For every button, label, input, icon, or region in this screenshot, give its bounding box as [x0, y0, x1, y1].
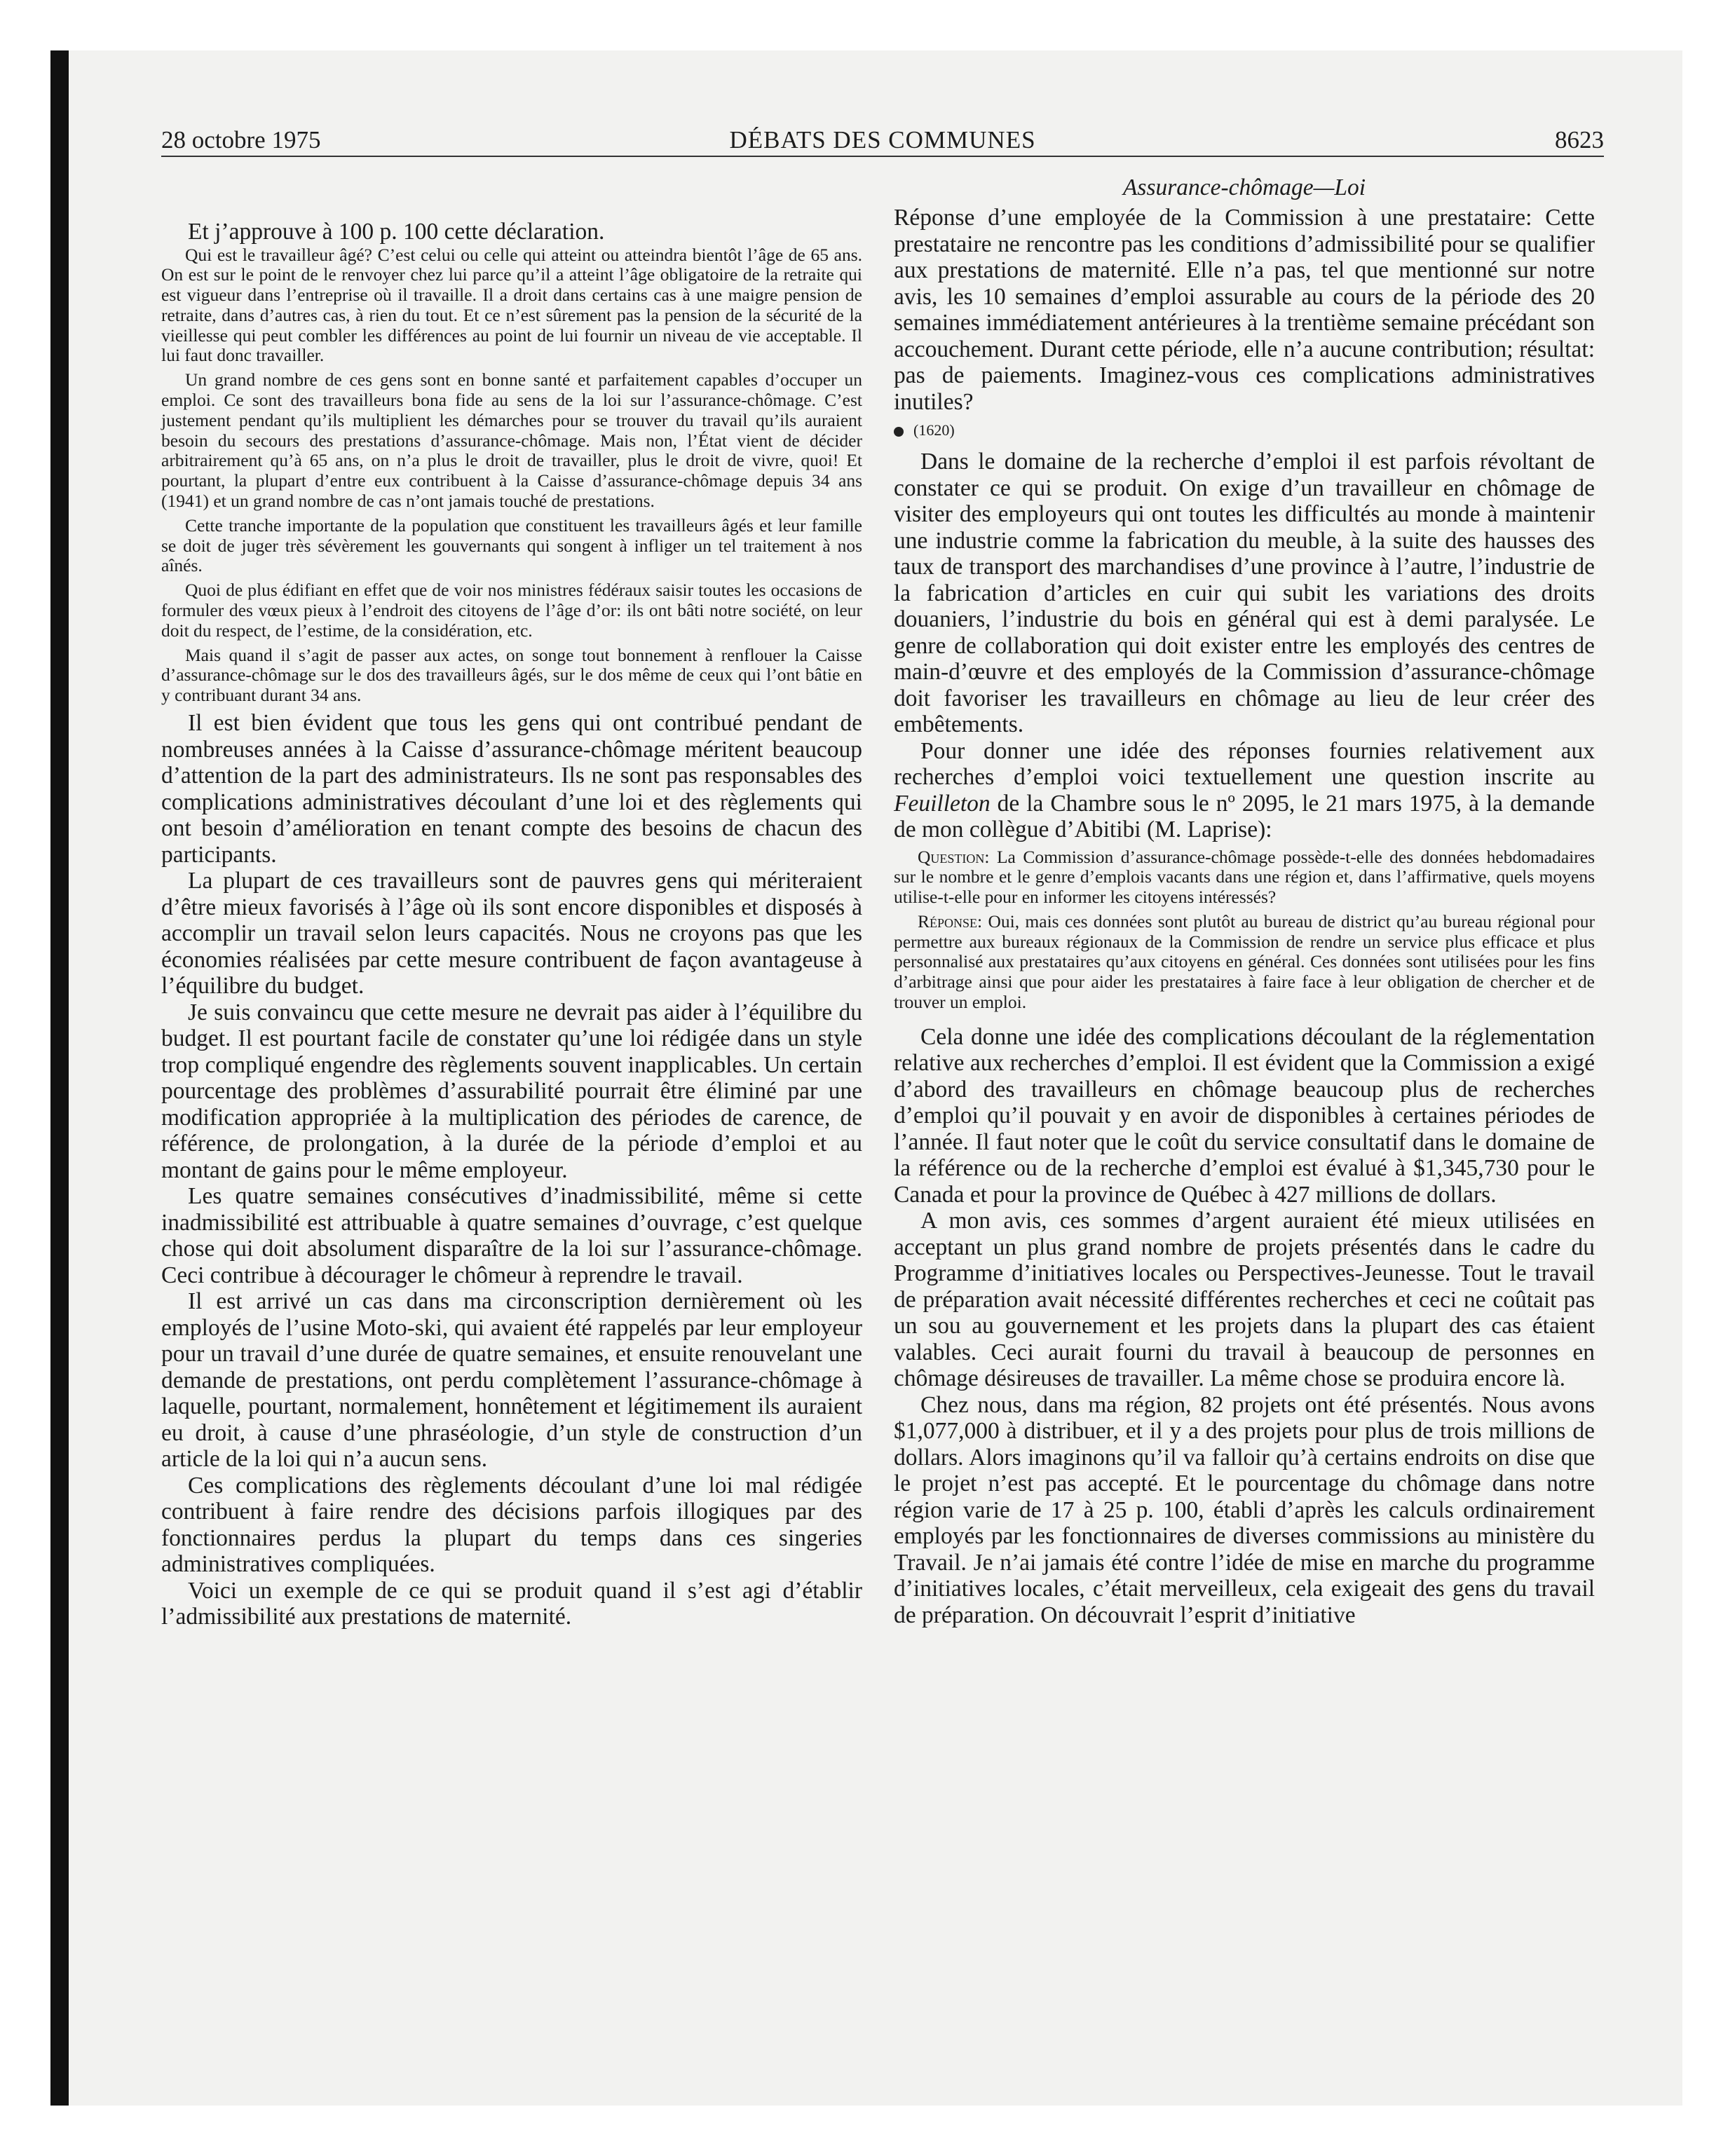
- time-marker: [894, 418, 1595, 443]
- answer-text: Oui, mais ces données sont plutôt au bureau de district qu’au bureau régional pour permettre aux bureaux régionaux de la Commission de rendre un service plus efficace et plus personnalisé aux prestataires qu’aux citoyens en général. Ces données sont utilisées pour les fins d’arbitrage ainsi que pour aider les prestataires à faire face à leur obligation de chercher et de trouver un emploi.: [894, 910, 1595, 1013]
- scan-binding-edge: [50, 50, 69, 2106]
- quoted-paragraph: Mais quand il s’agit de passer aux actes, on songe tout bonnement à renflouer la Caisse d’assurance-chômage sur le dos des travailleurs âgés, sur le dos même de ceux qui l’ont bâtie en y contribuant durant 34 ans.: [161, 644, 862, 706]
- answer-block: [894, 912, 1595, 1013]
- paragraph-text: de la Chambre sous le nº 2095, le 21 mars 1975, à la demande de mon collègue d’Abitibi (M. Laprise):: [894, 790, 1595, 842]
- question-block: [894, 847, 1595, 908]
- paragraph: Cela donne une idée des complications découlant de la réglementation relative aux recherches d’emploi. Il est évident que la Commission a exigé d’abord des travailleurs en chômage beaucoup plus de recherches d’emploi qu’il pouvait y en avoir de disponibles à certaines périodes de l’année. Il faut noter que le coût du service consultatif dans le domaine de la référence ou de la recherche d’emploi est évalué à $1,345,730 pour le Canada et pour la province de Québec à 427 millions de dollars.: [894, 1023, 1595, 1208]
- quoted-paragraph: Quoi de plus édifiant en effet que de voir nos ministres fédéraux saisir toutes les occasions de formuler des vœux pieux à l’endroit des citoyens de l’âge d’or: ils ont bâti notre société, on leur doit du respect, de l’estime, de la considération, etc.: [161, 580, 862, 641]
- paragraph: Il est arrivé un cas dans ma circonscription dernièrement où les employés de l’usine Moto-ski, qui avaient été rappelés par leur employeur pour un travail d’une durée de quatre semaines, et ensuite renouvelant une demande de prestations, ont perdu complètement l’assurance-chômage à laquelle, pourtant, normalement, honnêtement et légitimement ils auraient eu droit, à cause d’une phraséologie, d’un style de construction d’un article de la loi qui n’a aucun sens.: [161, 1288, 862, 1473]
- page-header: [161, 125, 1604, 157]
- paragraph: Ces complications des règlements découlant d’une loi mal rédigée contribuent à faire rendre des décisions parfois illogiques par des fonctionnaires perdus la plupart du temps dans ces singeries administratives compliquées.: [161, 1472, 862, 1578]
- time-marker-text: (1620): [913, 421, 955, 439]
- page-number: 8623: [1555, 126, 1604, 153]
- feuilleton-title: Feuilleton: [894, 790, 991, 817]
- paragraph: Réponse d’une employée de la Commission à une prestataire: Cette prestataire ne rencontre pas les conditions d’admissibilité pour se qualifier aux prestations de maternité. Elle n’a pas, tel que mentionné sur notre avis, les 10 semaines d’emploi assurable au cours de la période des 20 semaines immédiatement antérieures à la trentième semaine précédant son accouchement. Durant cette période, elle n’a aucune contribution; résultat: pas de paiements. Imaginez-vous ces complications administratives inutiles?: [894, 205, 1595, 415]
- question-label: Question:: [918, 846, 990, 867]
- section-heading: Assurance-chômage—Loi: [1122, 175, 1366, 200]
- paragraph: Je suis convaincu que cette mesure ne devrait pas aider à l’équilibre du budget. Il est pourtant facile de constater qu’une loi rédigée dans un style trop compliqué engendre des règlements souvent inapplicables. Un certain pourcentage des problèmes d’assurabilité pourrait être éliminé par une modification appropriée à la multiplication des périodes de carence, de référence, de prolongation, à la durée de la période d’emploi et au montant de gains pour le même employeur.: [161, 999, 862, 1183]
- paragraph: Chez nous, dans ma région, 82 projets ont été présentés. Nous avons $1,077,000 à distribuer, et il y a des projets pour plus de trois millions de dollars. Alors imaginons qu’il va falloir qu’à certains endroits on dise que le projet n’est pas accepté. Et le pourcentage du chômage dans notre région varie de 17 à 25 p. 100, établi d’après les calculs ordinairement employés par les fonctionnaires de diverses commissions au ministère du Travail. Je n’ai jamais été contre l’idée de mise en marche du programme d’initiatives locales, c’était merveilleux, cela exigeait des gens du travail de préparation. On découvrait l’esprit d’initiative: [894, 1391, 1595, 1628]
- paragraph: La plupart de ces travailleurs sont de pauvres gens qui mériteraient d’être mieux favorisés à l’âge où ils sont encore disponibles et disposés à accomplir un travail selon leurs capacités. Nous ne croyons pas que les économies réalisées par cette mesure contribuent de façon avantageuse à l’équilibre du budget.: [161, 868, 862, 999]
- question-text: La Commission d’assurance-chômage possède-t-elle des données hebdomadaires sur le nombre et le genre d’emplois vacants dans une région et, dans l’affirmative, quels moyens utilise-t-elle pour en informer les citoyens intéressés?: [894, 846, 1595, 908]
- paragraph: Et j’approuve à 100 p. 100 cette déclaration.: [188, 219, 605, 245]
- quoted-paragraph: Un grand nombre de ces gens sont en bonne santé et parfaitement capables d’occuper un emploi. Ce sont des travailleurs bona fide au sens de la loi sur l’assurance-chômage. C’est justement pendant qu’ils multiplient les démarches pour se trouver du travail qu’ils auraient besoin du secours des prestations d’assurance-chômage. Mais non, l’État vient de décider arbitrairement qu’à 65 ans, on n’a plus le droit de travailler, plus le droit de vivre, quoi! Et pourtant, la plupart d’entre eux contribuent à la Caisse d’assurance-chômage depuis 34 ans (1941) et un grand nombre de cas n’ont jamais touché de prestations.: [161, 369, 862, 512]
- quoted-paragraph: Cette tranche importante de la population que constituent les travailleurs âgés et leur famille se doit de juger très sévèrement les gouvernants qui songent à infliger un tel traitement à nos aînés.: [161, 514, 862, 576]
- paragraph: A mon avis, ces sommes d’argent auraient été mieux utilisées en acceptant un plus grand nombre de projets présentés dans le cadre du Programme d’initiatives locales ou Perspectives-Jeunesse. Tout le travail de préparation avait nécessité différentes recherches et ceci ne coûtait pas un sou au gouvernement et les projets dans la plupart des cas étaient valables. Ceci aurait fourni du travail à beaucoup de personnes en chômage désireuses de travailler. La même chose se produira encore là.: [894, 1208, 1595, 1392]
- right-column: [894, 174, 1595, 1628]
- paragraph: [894, 738, 1595, 843]
- answer-label: Réponse:: [918, 910, 983, 932]
- bullet-dot-icon: [894, 427, 904, 437]
- paragraph: Dans le domaine de la recherche d’emploi il est parfois révoltant de constater ce qui se produit. On exige d’un travailleur en chômage de visiter des employeurs qui ont toutes les difficultés au monde à maintenir une industrie comme la fabrication du meuble, à la suite des hausses des taux de transport des marchandises d’une province à l’autre, l’industrie de la fabrication d’articles en cuir qui subit les variations des droits douaniers, l’industrie du bois en général qui est à demi paralysée. Le genre de collaboration qui doit exister entre les employés des centres de main-d’œuvre et des employés de la Commission d’assurance-chômage doit favoriser les travailleurs en chômage au lieu de leur créer des embêtements.: [894, 449, 1595, 737]
- left-column: [161, 174, 862, 1630]
- paragraph-text: Pour donner une idée des réponses fournies relativement aux recherches d’emploi voici textuellement une question inscrite au: [894, 737, 1595, 790]
- quoted-paragraph: Qui est le travailleur âgé? C’est celui ou celle qui atteint ou atteindra bientôt l’âge de 65 ans. On est sur le point de le renvoyer chez lui parce qu’il a atteint l’âge obligatoire de la retraite qui est vigueur dans l’entreprise où il travaille. Il a droit dans certains cas à une maigre pension de retraite, dans d’autres cas, à rien du tout. Et ce n’est sûrement pas la pension de la sécurité de la vieillesse qui peut combler les différences au point de lui fournir un niveau de vie acceptable. Il lui faut donc travailler.: [161, 244, 862, 366]
- paragraph: Voici un exemple de ce qui se produit quand il s’est agi d’établir l’admissibilité aux prestations de maternité.: [161, 1577, 862, 1630]
- header-date: 28 octobre 1975: [161, 126, 321, 153]
- header-title: DÉBATS DES COMMUNES: [729, 126, 1036, 153]
- paragraph: Les quatre semaines consécutives d’inadmissibilité, même si cette inadmissibilité est attribuable à quatre semaines d’ouvrage, c’est quelque chose qui doit absolument disparaître de la loi sur l’assurance-chômage. Ceci contribue à décourager le chômeur à reprendre le travail.: [161, 1183, 862, 1288]
- paragraph: Il est bien évident que tous les gens qui ont contribué pendant de nombreuses années à la Caisse d’assurance-chômage méritent beaucoup d’attention de la part des administrateurs. Ils ne sont pas responsables des complications administratives découlant d’une loi et des règlements qui ont besoin d’amélioration en tenant compte des besoins de chacun des participants.: [161, 710, 862, 868]
